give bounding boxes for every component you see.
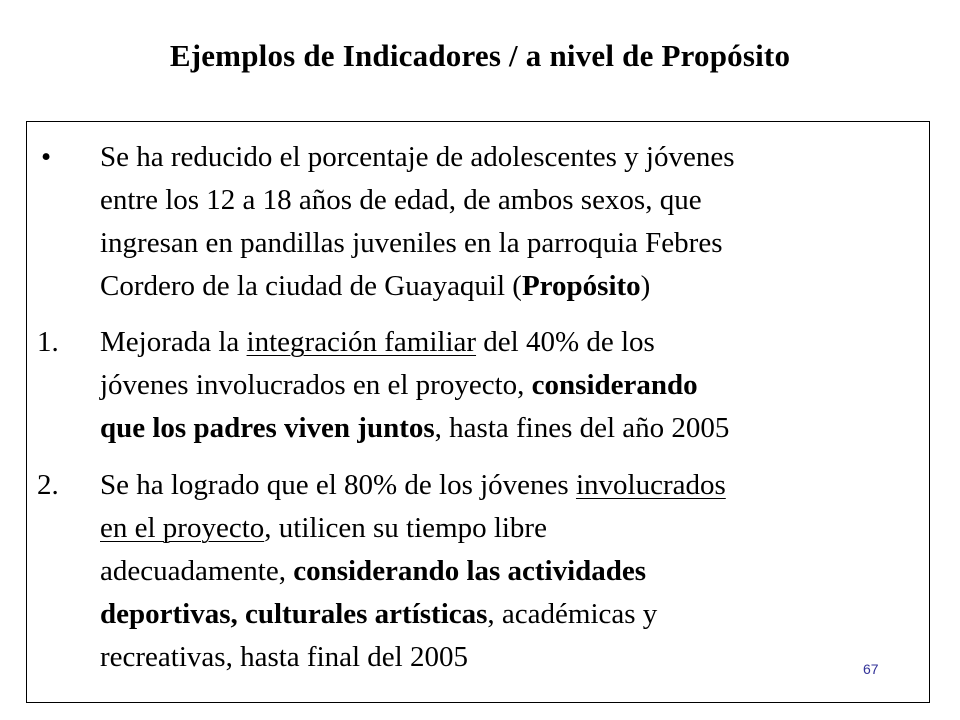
indicator-text (100, 464, 920, 679)
text-line (100, 464, 920, 507)
text-line (100, 222, 920, 265)
text-segment: Se ha reducido el porcentaje de adolescentes y jóvenes (100, 141, 735, 173)
underlined-text: involucrados (575, 469, 726, 501)
text-line (100, 593, 920, 636)
bullet-marker: • (41, 141, 52, 173)
number-marker: 1. (37, 326, 59, 358)
text-line (100, 364, 920, 407)
slide-title: Ejemplos de Indicadores / a nivel de Propósito (169, 38, 791, 73)
content-box (26, 121, 930, 703)
text-segment: entre los 12 a 18 años de edad, de ambos sexos, que (100, 184, 702, 216)
text-segment: , utilicen su tiempo libre (264, 512, 547, 544)
text-segment: adecuadamente, (100, 555, 294, 587)
indicator-text (100, 321, 920, 450)
text-segment: recreativas, hasta final del 2005 (100, 641, 468, 673)
bold-text: deportivas, culturales artísticas (100, 598, 488, 630)
text-segment: , hasta fines del año 2005 (434, 412, 730, 444)
text-line (100, 321, 920, 364)
bold-text: considerando (531, 369, 698, 401)
page-number: 67 (863, 661, 879, 677)
underlined-text: en el proyecto (100, 512, 265, 544)
text-segment: , académicas y (487, 598, 658, 630)
text-line (100, 179, 920, 222)
text-segment: del 40% de los (476, 326, 655, 358)
bold-text: considerando las actividades (293, 555, 647, 587)
text-line (100, 265, 920, 308)
text-segment: ingresan en pandillas juveniles en la parroquia Febres (100, 227, 723, 259)
text-line (100, 507, 920, 550)
bold-text: que los padres viven juntos (100, 412, 435, 444)
text-line (100, 136, 920, 179)
text-segment: Cordero de la ciudad de Guayaquil ( (100, 270, 522, 302)
text-segment: Mejorada la (100, 326, 247, 358)
text-line (100, 407, 920, 450)
text-segment: ) (640, 270, 651, 302)
bullet-text (100, 136, 920, 308)
number-marker: 2. (37, 469, 59, 501)
text-segment: Se ha logrado que el 80% de los jóvenes (100, 469, 576, 501)
text-line (100, 636, 920, 679)
text-line (100, 550, 920, 593)
text-segment: jóvenes involucrados en el proyecto, (100, 369, 532, 401)
bold-text: Propósito (521, 270, 641, 302)
underlined-text: integración familiar (246, 326, 477, 358)
